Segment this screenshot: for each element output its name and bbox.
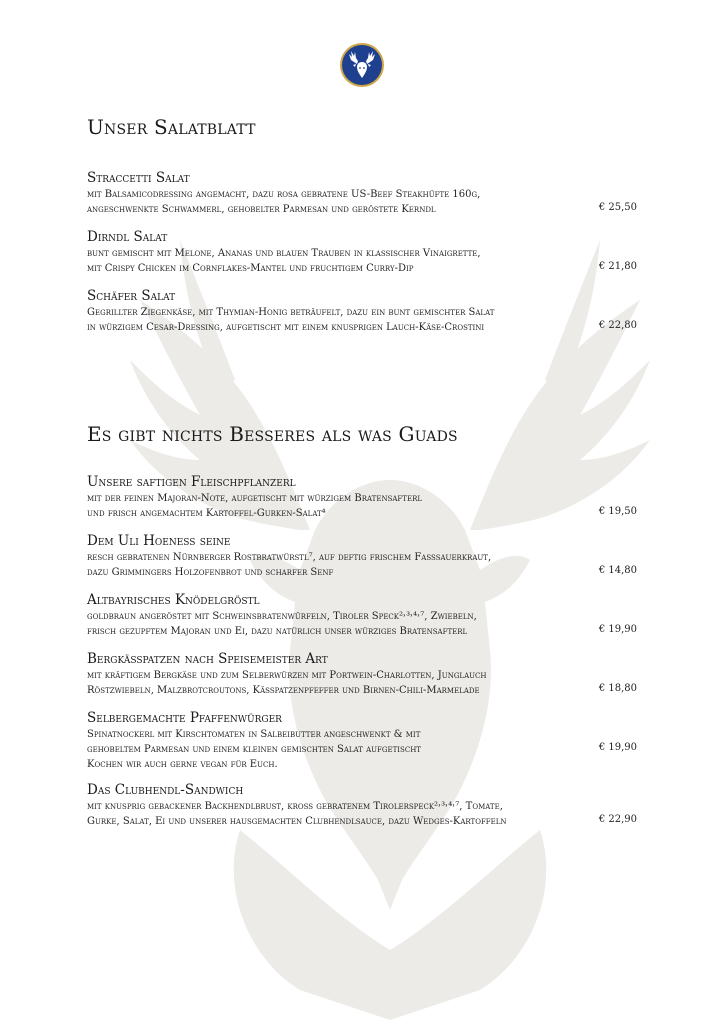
- item-name: Altbayrisches Knödelgröstl: [87, 592, 260, 608]
- item-name: Selbergemachte Pfaffenwürger: [87, 710, 282, 726]
- item-description: [87, 246, 587, 276]
- item-price: € 22,80: [598, 320, 637, 331]
- menu-item: [87, 782, 639, 829]
- item-description-line: in würzigem Cesar-Dressing, aufgetischt mit einem knusprigen Lauch-Käse-Crostini: [87, 322, 485, 333]
- menu-item: [87, 651, 639, 698]
- item-description-line: bunt gemischt mit Melone, Ananas und blauen Trauben in klassischer Vinaigrette,: [87, 248, 481, 259]
- item-description-line: resch gebratenen Nürnberger Rostbratwürstl⁷, auf deftig frischem Fasssauerkraut,: [87, 552, 492, 563]
- item-price: € 25,50: [598, 202, 637, 213]
- menu-item: [87, 288, 639, 335]
- item-description-line: gehobeltem Parmesan und einem kleinen gemischten Salat aufgetischt: [87, 744, 421, 755]
- item-description-line: mit Crispy Chicken im Cornflakes-Mantel und fruchtigem Curry-Dip: [87, 263, 414, 274]
- item-name: Dirndl Salat: [87, 229, 168, 245]
- item-description-line: und frisch angemachtem Kartoffel-Gurken-Salat⁴: [87, 508, 326, 519]
- item-description-line: Gegrillter Ziegenkäse, mit Thymian-Honig beträufelt, dazu ein bunt gemischter Salat: [87, 307, 495, 318]
- menu-item: [87, 170, 639, 217]
- item-description-line: Kochen wir auch gerne vegan für Euch.: [87, 759, 278, 770]
- stag-logo-icon: [339, 42, 385, 88]
- item-description: [87, 305, 587, 335]
- item-description: [87, 799, 587, 829]
- item-description-line: mit Balsamicodressing angemacht, dazu rosa gebratene US-Beef Steakhüfte 160g,: [87, 189, 481, 200]
- item-name: Unsere saftigen Fleischpflanzerl: [87, 474, 296, 490]
- item-name: Bergkässpatzen nach Speisemeister Art: [87, 651, 328, 667]
- item-price: € 19,50: [598, 506, 637, 517]
- item-name: Schäfer Salat: [87, 288, 176, 304]
- item-description-line: mit knusprig gebackener Backhendlbrust, kross gebratenem Tirolerspeck²˒³˒⁴˒⁷, Tomate,: [87, 801, 503, 812]
- item-description-line: goldbraun angeröstet mit Schweinsbratenwürfeln, Tiroler Speck²˒³˒⁴˒⁷, Zwiebeln,: [87, 611, 477, 622]
- menu-item: [87, 592, 639, 639]
- item-price: € 21,80: [598, 261, 637, 272]
- menu-item: [87, 474, 639, 521]
- section-title-salads: Unser Salatblatt: [87, 115, 256, 139]
- item-price: € 19,90: [598, 742, 637, 753]
- item-description: [87, 550, 587, 580]
- item-description-line: frisch gezupftem Majoran und Ei, dazu natürlich unser würziges Bratensafterl: [87, 626, 468, 637]
- item-description: [87, 187, 587, 217]
- item-description: [87, 491, 587, 521]
- item-description-line: Spinatnockerl mit Kirschtomaten in Salbeibutter angeschwenkt & mit: [87, 729, 421, 740]
- item-description-line: Röstzwiebeln, Malzbrotcroutons, Kässpatzenpfeffer und Birnen-Chili-Marmelade: [87, 685, 480, 696]
- menu-item: [87, 533, 639, 580]
- item-name: Das Clubhendl-Sandwich: [87, 782, 244, 798]
- item-description-line: mit der feinen Majoran-Note, aufgetischt mit würzigem Bratensafterl: [87, 493, 422, 504]
- section-title-mains: Es gibt nichts Besseres als was Guads: [87, 422, 458, 446]
- item-description-line: Gurke, Salat, Ei und unserer hausgemachten Clubhendlsauce, dazu Wedges-Kartoffeln: [87, 816, 507, 827]
- item-description-line: angeschwenkte Schwammerl, gehobelter Parmesan und geröstete Kerndl: [87, 204, 436, 215]
- item-description-line: dazu Grimmingers Holzofenbrot und scharfer Senf: [87, 567, 334, 578]
- item-description-line: mit kräftigem Bergkäse und zum Selberwürzen mit Portwein-Charlotten, Junglauch: [87, 670, 487, 681]
- menu-item: [87, 229, 639, 276]
- item-price: € 18,80: [598, 683, 637, 694]
- item-description: [87, 727, 587, 772]
- item-price: € 19,90: [598, 624, 637, 635]
- item-description: [87, 609, 587, 639]
- item-price: € 14,80: [598, 565, 637, 576]
- item-description: [87, 668, 587, 698]
- menu-item: [87, 710, 639, 772]
- item-name: Dem Uli Hoeneß seine: [87, 533, 231, 549]
- item-name: Straccetti Salat: [87, 170, 190, 186]
- item-price: € 22,90: [598, 814, 637, 825]
